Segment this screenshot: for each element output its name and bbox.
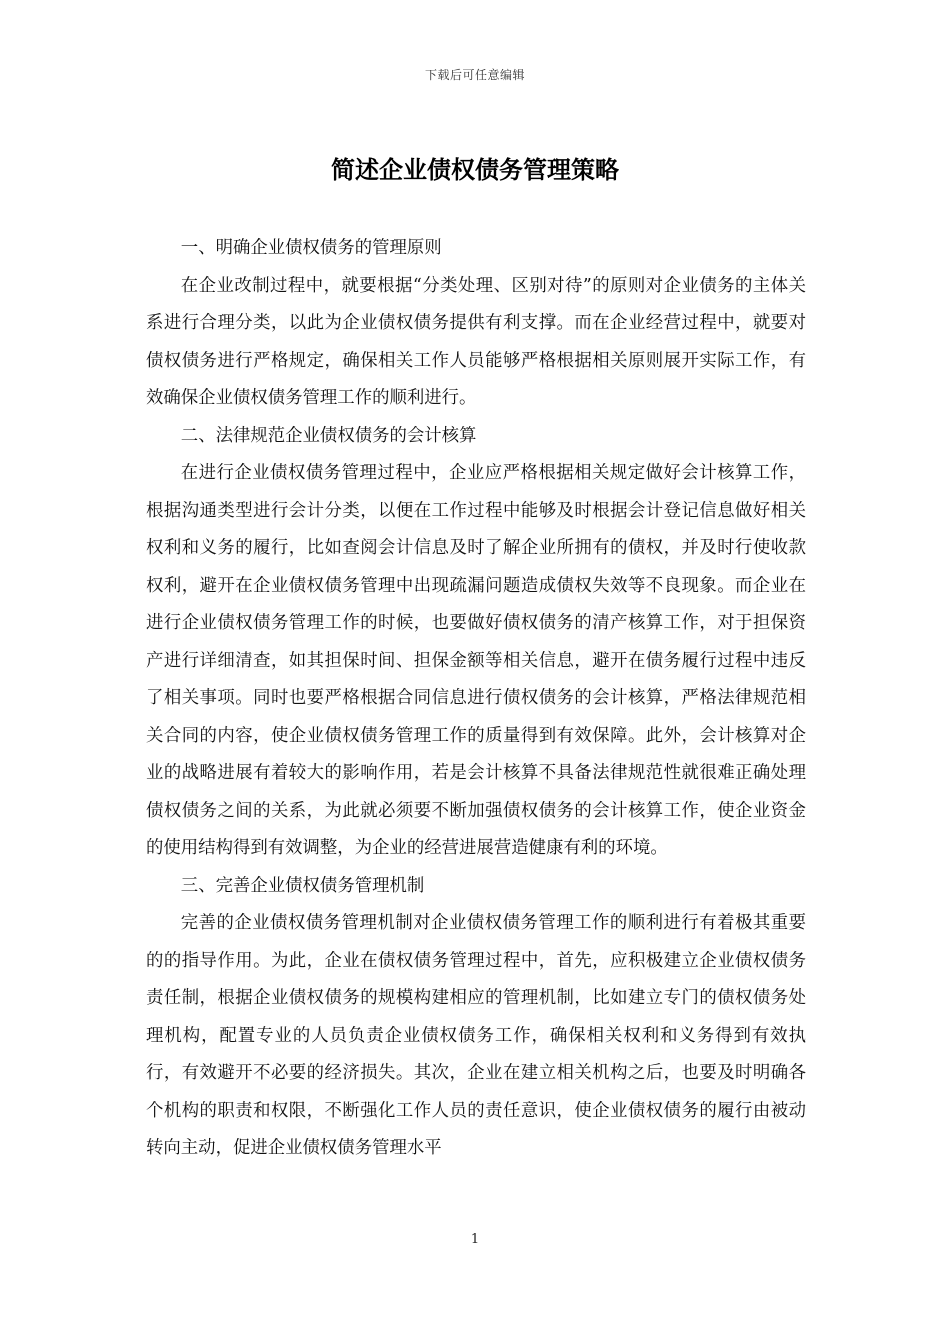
paragraph-2: 在进行企业债权债务管理过程中，企业应严格根据相关规定做好会计核算工作，根据沟通类型进行会计分类，以便在工作过程中能够及时根据会计登记信息做好相关权利和义务的履行，比如查阅会计信息及时了解企业所拥有的债权，并及时行使收款权利，避开在企业债权债务管理中出现疏漏问题造成债权失效等不良现象。而企业在进行企业债权债务管理工作的时候，也要做好债权债务的清产核算工作，对于担保资产进行详细清查，如其担保时间、担保金额等相关信息，避开在债务履行过程中违反了相关事项。同时也要严格根据合同信息进行债权债务的会计核算，严格法律规范相关合同的内容，使企业债权债务管理工作的质量得到有效保障。此外，会计核算对企业的战略进展有着较大的影响作用，若是会计核算不具备法律规范性就很难正确处理债权债务之间的关系，为此就必须要不断加强债权债务的会计核算工作，使企业资金的使用结构得到有效调整，为企业的经营进展营造健康有利的环境。 — [146, 463, 806, 858]
section-heading-1: 一、明确企业债权债务的管理原则 — [180, 238, 442, 258]
document-title: 简述企业债权债务管理策略 — [331, 156, 619, 184]
document-body — [146, 230, 806, 1168]
section-heading-3: 三、完善企业债权债务管理机制 — [180, 875, 425, 896]
paragraph-3: 完善的企业债权债务管理机制对企业债权债务管理工作的顺利进行有着极其重要的的指导作用。为此，企业在债权债务管理过程中，首先，应积极建立企业债权债务责任制，根据企业债权债务的规模构建相应的管理机制，比如建立专门的债权债务处理机构，配置专业的人员负责企业债权债务工作，确保相关权利和义务得到有效执行，有效避开不必要的经济损失。其次，企业在建立相关机构之后，也要及时明确各个机构的职责和权限，不断强化工作人员的责任意识，使企业债权债务的履行由被动转向主动，促进企业债权债务管理水平 — [146, 913, 806, 1158]
section-heading-2: 二、法律规范企业债权债务的会计核算 — [180, 425, 477, 446]
page-header-note: 下载后可任意编辑 — [424, 68, 525, 82]
page-number: 1 — [470, 1232, 480, 1247]
paragraph-1: 在企业改制过程中，就要根据“分类处理、区别对待”的原则对企业债务的主体关系进行合理分类，以此为企业债权债务提供有利支撑。而在企业经营过程中，就要对债权债务进行严格规定，确保相关工作人员能够严格根据相关原则展开实际工作，有效确保企业债权债务管理工作的顺利进行。 — [146, 275, 806, 408]
